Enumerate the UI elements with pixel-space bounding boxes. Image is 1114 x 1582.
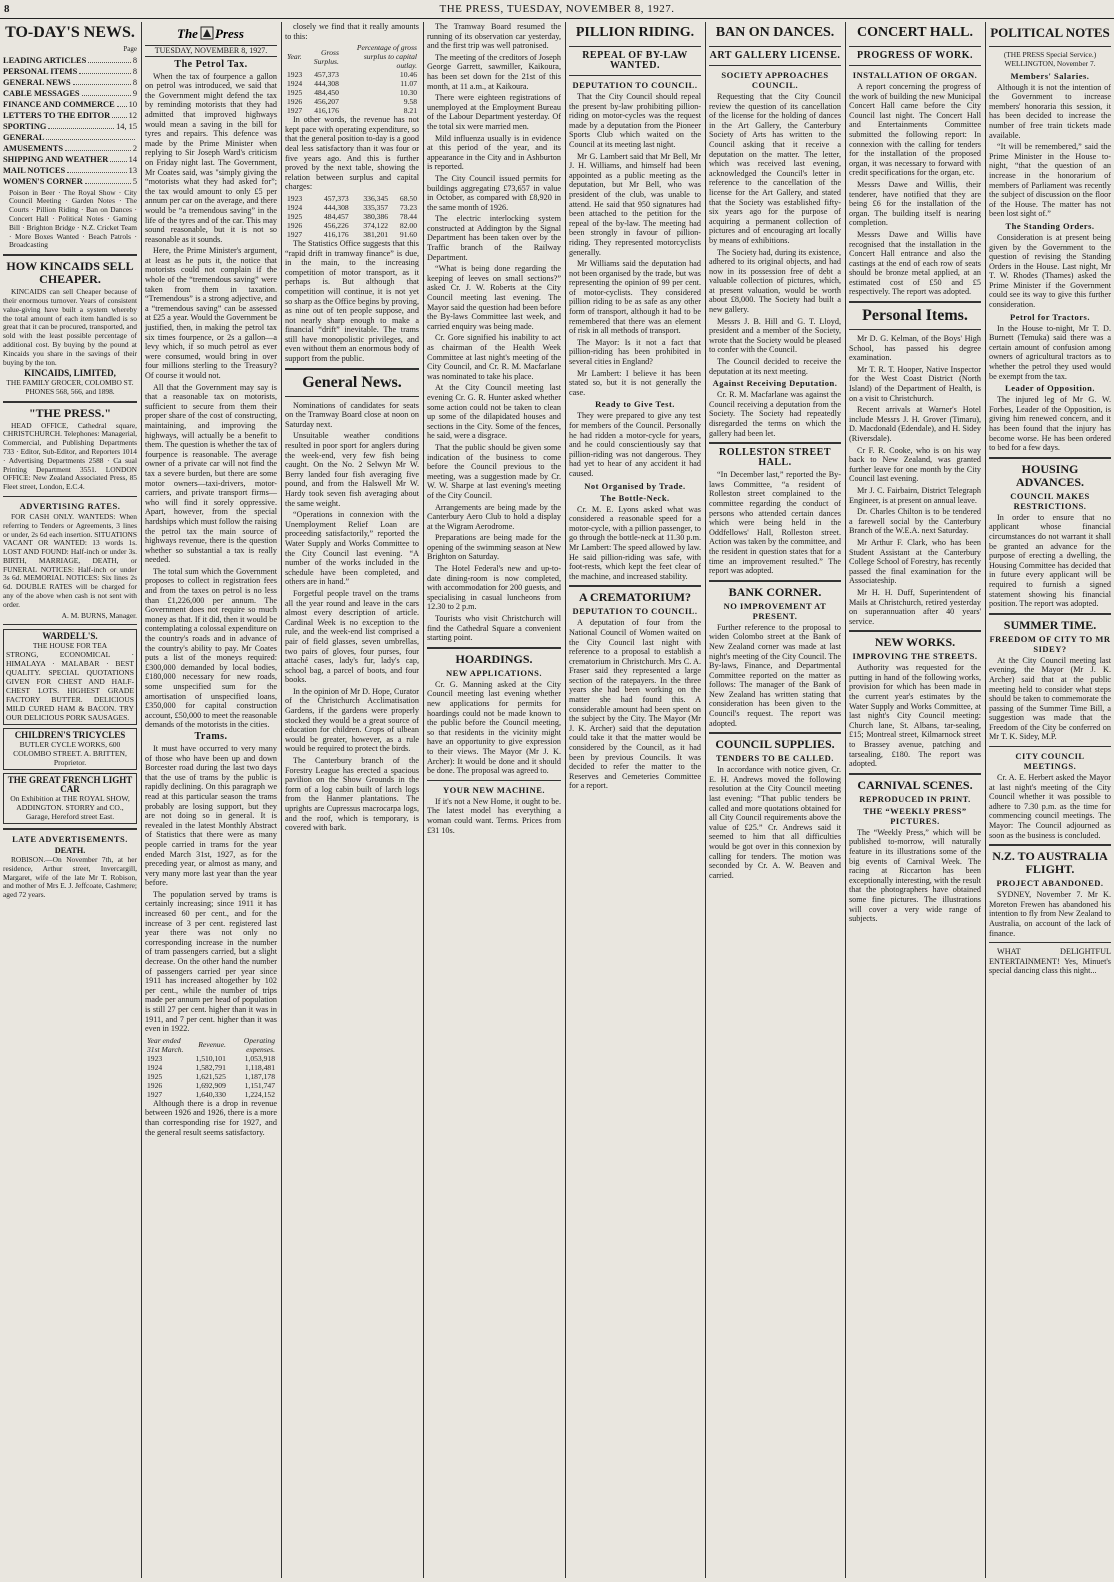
pillion-paragraph: That the City Council should repeal the present by-law prohibiting pillion-riding on motor-cycles was the request made by a deputation from the Pioneer Sports Club which waited on the Council at its meeting last night.: [569, 92, 701, 149]
table-cell: 1,151,747: [244, 1080, 275, 1090]
carnival-subtitle-2: THE “WEEKLY PRESS” PICTURES.: [863, 805, 967, 826]
index-list: [3, 55, 137, 187]
index-item: [3, 154, 137, 165]
table-row: [285, 194, 419, 203]
kincaids-address: THE FAMILY GROCER, COLOMBO ST. PHONES 568, 566, and 1898.: [6, 377, 134, 396]
table-cell: 10.46: [399, 70, 417, 80]
tricycle-title: CHILDREN'S TRICYCLES: [14, 730, 126, 741]
index-item-page: 9: [132, 88, 137, 98]
pillion-test: They were prepared to give any test for members of the Council. Personally he had ridden a motor-cycle for years, and he could conscientiously say that pillion-riding was not dangerous. They had yet to hear of any accident it had caused.: [569, 411, 701, 478]
table-cell: 457,373: [314, 70, 339, 80]
index-item: [3, 66, 137, 77]
rolleston-title: ROLLESTON STREET HALL.: [718, 447, 832, 469]
index-item-page: 10: [128, 99, 137, 109]
personal-item: Mr H. H. Duff, Superintendent of Mails at Christchurch, retired yesterday on superannuation after 40 years' service.: [849, 587, 981, 626]
index-item: [3, 77, 137, 88]
opposition-title: Leader of Opposition.: [1005, 383, 1095, 394]
news-paragraph: Preparations are being made for the opening of the swimming season at New Brighton on Saturday.: [427, 533, 561, 562]
column-leader: [142, 22, 280, 1578]
personal-item: Mr Arthur F. Clark, who has been Student Assistant at the Canterbury College School of Forestry, has recently passed the final examination for the Associateship.: [849, 537, 981, 586]
table-header: Revenue.: [198, 1040, 226, 1050]
news-paragraph: Mild influenza usually is in evidence at this period of the year, and its appearance in the City and in Ashburton is reported.: [427, 133, 561, 172]
table-cell: 456,226: [324, 220, 349, 230]
press-logo-icon: [176, 24, 246, 42]
table-cell: 416,176: [314, 106, 339, 116]
wardells-title: WARDELL'S.: [42, 631, 98, 642]
council-meetings-body: Cr. A. E. Herbert asked the Mayor at last night's meeting of the City Council whether it was possible to adhere to 7.30 p.m. as the time for commencing council meetings. The Mayor: The Council adjourned as soon as the business is concluded.: [989, 773, 1111, 840]
table-row: [285, 70, 419, 79]
column-concert: [846, 22, 984, 1578]
index-item: [3, 165, 137, 176]
column-four: [424, 22, 564, 1578]
index-item: [3, 99, 137, 110]
bank-corner-subtitle: NO IMPROVEMENT AT PRESENT.: [723, 600, 827, 621]
summer-time-subtitle: FREEDOM OF CITY TO MR SIDEY?: [989, 633, 1111, 654]
rolleston-body: “In December last,” reported the By-laws Committee, “a resident of Rolleston street complained to the committee regarding the conduct of persons who attended certain dances which were being held in the Oddfellows' Hall, Rolleston street. Action was taken by the committee, and the resident in question states that for a time an improvement resulted.” The report was adopted.: [709, 470, 841, 576]
table-cell: 1,621,525: [195, 1071, 226, 1081]
table-row: [285, 221, 419, 230]
personal-item: Mr T. R. T. Hooper, Native Inspector for the West Coast District (North Island) of the Department of Health, is on a visit to Christchurch.: [849, 364, 981, 403]
supplies-title: COUNCIL SUPPLIES.: [715, 737, 835, 752]
petrol-tractors-body: In the House to-night, Mr T. D. Burnett (Temuka) said there was a certain amount of confusion among owners of agricultural tractors as to whether the petrol they used would be exempt from the tax.: [989, 323, 1111, 381]
concert-title: CONCERT HALL.: [857, 25, 973, 40]
trams-paragraph: It must have occurred to very many of those who have been up and down Borcester road during the last two days that the use of trams by the public is rapidly declining. On this paragraph we read at this particular season the trams probably are losing support, but they are not doing so in general. It is revealed in the latest Monthly Abstract of Statistics that there were as many people carried in trams for the year ended March 31st, 1927, as for the preceding year, or almost as many, and very many more last year than the year before.: [145, 743, 277, 888]
table-row: [145, 1054, 277, 1063]
crematorium-subtitle: DEPUTATION TO COUNCIL.: [572, 606, 698, 617]
kincaids-title: HOW KINCAIDS SELL CHEAPER.: [6, 259, 134, 287]
table-cell: 1925: [287, 211, 303, 221]
index-item: [3, 132, 137, 143]
leader-paragraph: When the tax of fourpence a gallon on petrol was introduced, we said that the Government might defend the tax by reminding motorists that they had admitted that improved highways would mean a saving in the bill for tyres and repairs. This defence was made by the Prime Minister when replying to Sir Joseph Ward's criticism on Friday night last. The Government, Mr Coates said, was "simply giving the “motorists what they had asked for”; the tax would amount to only £5 per annum per car on the average, and there would be “a tremendous saving” in the life of the tyres and of the car. This may sound reasonable, but it is not so reasonable as it sounds.: [145, 71, 277, 244]
concert-organ: INSTALLATION OF ORGAN.: [852, 70, 978, 80]
index-item-label: LETTERS TO THE EDITOR: [3, 110, 111, 120]
table-cell: 336,345: [363, 193, 389, 203]
table-cell: 1923: [147, 1053, 163, 1063]
table-cell: 73.23: [399, 202, 417, 212]
index-item-page: 13: [128, 165, 137, 175]
masthead: [0, 0, 1114, 19]
index-title: TO-DAY'S NEWS.: [5, 24, 135, 41]
leader-paragraph: The total sum which the Government proposes to collect in registration fees and from the taxes on petrol is no less than £1,226,000 per annum. The Government does not require so much money as that. If it did, then it would be contemplating a colossal expenditure on the country's roads and in advance of the country's ability to pay. Mr Coates puts a list of the moneys required: £300,000 demanded by local bodies, £180,000 necessary for new roads, some unspecified sum for the amortisation of unspecified loans, £350,000 for capital construction account, £50,000 to meet the reasonable demands of the motorists in the cities.: [145, 566, 277, 730]
summer-time-title: SUMMER TIME.: [1003, 617, 1097, 632]
table-cell: 1924: [287, 202, 303, 212]
political-body: [989, 83, 1111, 219]
adv-rates-title: ADVERTISING RATES.: [19, 500, 121, 511]
opposition-body: The injured leg of Mr G. W. Forbes, Leader of the Opposition, is giving him renewed concern, and it has been found that the injury has become worse. He has been ordered to bed for a few days.: [989, 395, 1111, 453]
dances-body: [709, 92, 841, 376]
flight-title: N.Z. TO AUSTRALIA FLIGHT.: [992, 849, 1108, 877]
column-index: [0, 22, 140, 1578]
death-notice: ROBISON.—On November 7th, at her residence, Arthur street, Invercargill, Margaret, wife of the late Mr T. Robison, and mother of Mrs E. J. Jeffcoate, Cashmere; aged 72 years.: [3, 855, 137, 900]
flight-subtitle: PROJECT ABANDONED.: [996, 878, 1104, 889]
table-cell: 484,450: [314, 88, 339, 98]
general-news-item: Forgetful people travel on the trams all the year round and leave in the cars almost every description of article. Cardinal Week is no exception to the rule, and the week-end list comprised a pair of field glasses, seven umbrellas, two pairs of gloves, four purses, four attaché cases, lady's fur, lady's cap, school bag, a parcel of boots, and four books.: [285, 588, 419, 685]
bank-corner-body: Further reference to the proposal to widen Colombo street at the Bank of New Zealand corner was made at last night's meeting of the City Council. The By-laws, Finance, and Departmental Committee reported on the matter as follows: The manager of the Bank of New Zealand has written stating that consideration has been given to the Council's request. The report was adopted.: [709, 622, 841, 728]
table-cell: 9.58: [403, 97, 417, 107]
table-header: Gross Surplus.: [313, 47, 339, 66]
general-news-item: “Operations in connexion with the Unemployment Relief Loan are proceeding satisfactorily,” reported the Water Supply and Works Committee to the City Council last evening. “A number of the works included in the schedule have been completed, and others are in hand.”: [285, 510, 419, 587]
press-office-body: HEAD OFFICE, Cathedral square, CHRISTCHURCH. Telephones: Managerial, Commercial, and Publishing Departments 733 · Editor, Sub-Editor, and Reporters 1014 · Advertising Departments 2588 · Ca sual Printing Department 3551. LONDON OFFICE: New Zealand Associated Press, 85 Fleet street, London, E.C.4.: [3, 420, 137, 492]
general-news-item: Nominations of candidates for seats on the Tramway Board close at noon on Saturday next.: [285, 400, 419, 429]
table-row: [285, 97, 419, 106]
political-paragraph: “It will be remembered,” said the Prime Minister in the House to-night, “that the question of an increase in the honorarium of members of Parliament was recently the subject of discussion on the floor of the House. The matter has not been lost sight of.”: [989, 142, 1111, 219]
table-cell: 484,457: [324, 211, 349, 221]
personal-item: Mr J. C. Fairbairn, District Telegraph Engineer, is at present on annual leave.: [849, 485, 981, 505]
table-row: [145, 1063, 277, 1072]
crematorium-body: A deputation of four from the National Council of Women waited on the City Council last night with reference to a proposal to establish a crematorium in Christchurch. Mrs C. A. Fraser said they represented a large section of the ratepayers. In the three years she had been working on the matter she had found this. A considerable amount had been spent on the subject by the City. The Mayor (Mr J. K. Archer) said that the deputation could take it that the matter would be considered by the Council, as it had been by previous Councils. It was decided to refer the matter to the Reserves and Cemeteries Committee for a report.: [569, 618, 701, 791]
index-item-page: 8: [132, 66, 137, 76]
index-general-items: Poison in Beer · The Royal Show · City Council Meeting · Garden Notes · The Courts · Pillion Riding · Ban on Dances · Concert Hall · Political Notes · Gaming Bill · Brighton Bridge · N.Z. Cricket Team · More Boxes Wanted · Beach Patrols · Broadcasting: [9, 187, 137, 250]
table-cell: 380,386: [363, 211, 389, 221]
machine-title: YOUR NEW MACHINE.: [442, 784, 546, 795]
pillion-org-title: Not Organised by Trade.: [584, 480, 686, 491]
dances-subtitle: ART GALLERY LICENSE.: [709, 50, 841, 61]
index-item-label: MAIL NOTICES: [3, 165, 66, 175]
index-item: [3, 110, 137, 121]
general-news-title: General News.: [302, 373, 402, 391]
death-heading: DEATH.: [54, 846, 86, 856]
news-paragraph: “What is being done regarding the keeping of leeves on small sections?” asked Cr. J. W. Roberts at the City Council meeting last evening. The Mayor said the question had been before the By-laws Committee last week, and carried enquiry was being made.: [427, 264, 561, 331]
adv-rates-signed: A. M. BURNS, Manager.: [61, 610, 137, 620]
table-cell: 1,510,101: [195, 1053, 226, 1063]
table-row: [145, 1090, 277, 1099]
table-cell: 1925: [287, 88, 303, 98]
kincaids-body: KINCAIDS can sell Cheaper because of their enormous turnover. Years of consistent value-giving have built a system whereby the total amount of each item handled is so great that it can be procured, transported, and sold with the least possible percentage of additional cost. By buying by the pound at Kincaids you share in the savings of their buying by the ton.: [3, 287, 138, 367]
pillion-title: PILLION RIDING.: [575, 25, 695, 40]
table-row: [285, 230, 419, 239]
dances-against-title: Against Receiving Deputation.: [712, 378, 838, 389]
table-header: Year.: [287, 52, 302, 62]
political-paragraph: Although it is not the intention of the Government to increase members' honoraria this session, it has been decided to increase the number of free train tickets made available.: [989, 82, 1111, 140]
table-cell: 1923: [287, 70, 303, 80]
table-cell: 374,122: [363, 220, 389, 230]
table-cell: 456,207: [314, 97, 339, 107]
housing-subtitle: COUNCIL MAKES RESTRICTIONS.: [1010, 490, 1090, 511]
news-paragraph: The meeting of the creditors of Joseph George Garrett, sawmiller, Kaikoura, has been set down for the 21st of this month, at 11 a.m., at Kaikoura.: [427, 52, 561, 91]
pillion-paragraph: Mr G. Lambert said that Mr Bell, Mr J. H. Williams, and himself had been appointed as a public meeting as the deputation, but Mr Bell, who was president of the club, was unable to attend. He said that 950 signatures had been attached to the petition for the repeal of the by-law. The meeting had been strongly in favour of pillion-riding. They represented motorcyclists generally.: [569, 151, 701, 257]
personal-item: Dr. Charles Chilton is to be tendered a farewell social by the Canterbury Branch of the W.E.A. next Saturday.: [849, 507, 981, 536]
pillion-paragraph: Mr Lambert: I believe it has been stated so, but it is not generally the case.: [569, 368, 701, 397]
table-row: [285, 88, 419, 97]
dances-against: Cr. R. M. Macfarlane was against the Council receiving a deputation from the Society. The Society had repeatedly disregarded the terms on which the gallery had been let.: [709, 390, 841, 438]
housing-body: In order to ensure that no applicant whose financial circumstances do not warrant it shall be granted an advance for the purpose of erecting a dwelling, the Housing Committee has decided that in future every applicant will be required to furnish a signed statement showing his financial position. The report was adopted.: [989, 512, 1111, 609]
general-news-item: Unsuitable weather conditions resulted in poor sport for anglers during the week-end, very few fish being caught. On the No. 2 Selwyn Mr W. Berry landed four fish averaging five pound, and from the Halswell Mr W. Hardy took seven fish averaging about the same weight.: [285, 431, 419, 508]
index-item-label: PERSONAL ITEMS: [3, 66, 78, 76]
french-car-title: THE GREAT FRENCH LIGHT CAR: [7, 775, 133, 795]
pillion-deputation: DEPUTATION TO COUNCIL.: [572, 80, 698, 90]
pillion-paragraph: Mr Williams said the deputation had not been organised by the trade, but was representing the opinion of 99 per cent. of motor-cyclists. They considered pillion riding to be as safe as any other form of transport, although it had to be remembered that there was an element of risk in all methods of transport.: [569, 259, 701, 336]
index-item-label: AMUSEMENTS: [3, 143, 64, 153]
table-cell: 1,187,178: [244, 1071, 275, 1081]
table-row: [285, 79, 419, 88]
column-political: [986, 22, 1114, 1578]
svg-text:Press: Press: [215, 26, 244, 41]
index-item-label: WOMEN'S CORNER: [3, 176, 83, 186]
hoardings-body: Cr. G. Manning asked at the City Council meeting last evening whether new applications for permits for hoardings could not be made known to the public before the Council meeting, so that residents in the vicinity might have an opportunity to give expression to their views. The Mayor (Mr J. K. Archer): It would be done and it should be done. The proposal was agreed to.: [427, 679, 561, 776]
general-news-body: [285, 401, 419, 833]
carnival-subtitle: REPRODUCED IN PRINT.: [859, 793, 971, 804]
personal-item: Mr D. G. Kelman, of the Boys' High School, has passed his degree examination.: [849, 334, 981, 363]
crematorium-title: A CREMATORIUM?: [579, 590, 691, 605]
index-item-label: SHIPPING AND WEATHER: [3, 154, 109, 164]
table-cell: 1924: [287, 79, 303, 89]
col3-mid: In other words, the revenue has not kept pace with operating expenditure, so that the general position to-day is a good deal less satisfactory than it was four or five years ago. And this is further proved by the next table, showing the relation between surplus and capital charges:: [285, 115, 419, 192]
table-cell: 10.30: [399, 88, 417, 98]
column-dances: [706, 22, 844, 1578]
news-paragraph: Tourists who visit Christchurch will find the Cathedral Square a convenient starting point.: [427, 614, 561, 643]
orders-body: Consideration is at present being given by the Government to the question of revising the Standing Orders in the House. Last night, Mr T. W. Rhodes (Thames) asked the Prime Minister if the Government could see its way to give this further consideration.: [989, 232, 1111, 310]
table-cell: 1,118,481: [244, 1062, 275, 1072]
index-item-page: 2: [132, 143, 137, 153]
table-cell: 1923: [287, 193, 303, 203]
surplus-table: [285, 43, 419, 115]
table-cell: 11.07: [400, 79, 417, 89]
table-cell: 1926: [287, 97, 303, 107]
table-row: [285, 212, 419, 221]
summer-time-body: At the City Council meeting last evening, the Mayor (Mr J. K. Archer) said that at the public meeting held to consider what steps should be taken to commemorate the passing of the Summer Time Bill, a suggestion was made that the Freedom of the City be conferred on Mr T. K. Sidey, M.P.: [989, 655, 1111, 742]
pillion-paragraph: The Mayor: Is it not a fact that pillion-riding has been prohibited in several cities in England?: [569, 337, 701, 367]
trams-title: Trams.: [194, 730, 228, 742]
members-title: Members' Salaries.: [1010, 70, 1090, 81]
personal-body: [849, 334, 981, 626]
dances-paragraph: Requesting that the City Council review the question of its cancellation of the license for the holding of dances in the Art Gallery, the Canterbury Society of Arts has written to the Council asking that it receive a deputation on the matter. The letter, which was received last evening, acknowledged the Council's letter in reference to the cancellation of the license for the Art Gallery, and stated that the Society was established fifty-six years ago for the purpose of acquiring a permanent collection of pictures and of encouraging art locally by means of exhibitions.: [709, 92, 841, 245]
table-cell: 82.00: [399, 220, 417, 230]
page-number: 8: [4, 3, 10, 15]
pillion-body: [569, 92, 701, 397]
wardells-body: STRONG, ECONOMICAL · HIMALAYA · MALABAR · BEST QUALITY. SPECIAL QUOTATIONS GIVEN FOR CHEST AND HALF-CHEST LOTS. HIGHEST GRADE FACTORY BUTTER. DELICIOUS MILD CURED HAM & BACON. TRY OUR DELICIOUS PORK SAUSAGES.: [6, 650, 134, 723]
housing-title: HOUSING ADVANCES.: [1015, 461, 1085, 489]
pillion-test-title: Ready to Give Test.: [595, 399, 675, 410]
concert-body: [849, 82, 981, 297]
table-cell: 1,640,330: [195, 1089, 226, 1099]
table-cell: 1927: [287, 106, 303, 116]
table-cell: 444,308: [324, 202, 349, 212]
late-ads-title: LATE ADVERTISEMENTS.: [12, 834, 128, 845]
french-car-ad: [3, 773, 137, 824]
table-cell: 457,373: [324, 193, 349, 203]
table-cell: 1926: [287, 220, 303, 230]
tricycle-ad: [3, 728, 137, 770]
table-cell: 1926: [147, 1080, 163, 1090]
leader-date: TUESDAY, NOVEMBER 8, 1927.: [145, 45, 277, 57]
adv-rates-body: FOR CASH ONLY. WANTEDS: When referring to Tenders or Agreements, 3 lines or under, 2s 6d each insertion. SITUATIONS VACANT OR WANTED: 13 words 1s. LOST AND FOUND: Half-inch or under 3s. BIRTH, MARRIAGE, DEATH, or FUNERAL NOTICES: Half-inch or under 3s 6d. MEMORIAL NOTICES: Six lines 2s 6d. DOUBLE RATES will be charged for any of the above when cash is not sent with order.: [3, 511, 137, 609]
tram-revenue-table: [145, 1036, 277, 1099]
column-three: [282, 22, 422, 1578]
hoardings-title: HOARDINGS.: [455, 651, 533, 666]
bank-corner-title: BANK CORNER.: [728, 584, 822, 599]
pillion-subtitle: REPEAL OF BY-LAW WANTED.: [582, 50, 688, 71]
index-item-label: GENERAL NEWS: [3, 77, 71, 87]
personal-title: Personal Items.: [862, 307, 968, 325]
table-header: Year ended 31st March.: [147, 1035, 184, 1054]
concert-paragraph: Messrs Dawe and Willis have recognised that the installation in the Concert Hall entrance and also the castings at the end of each row of seats should be bronze metal applied, at an estimated cost of £50 and £5 respectively. The report was adopted.: [849, 229, 981, 297]
table-row: [145, 1081, 277, 1090]
pillion-bottle: Cr. M. E. Lyons asked what was considered a reasonable speed for a motor-cycle, with a pillion passenger, to go through the bottle-neck at 11.30 p.m. Mr Lambert: The speed allowed by law. He said pillion-riding was safe, with foot-rests, which kept the feet clear of the machine, and increased stability.: [569, 504, 701, 581]
index-item-page: 8: [132, 77, 137, 87]
political-title: POLITICAL NOTES: [990, 25, 1110, 40]
news-paragraph: At the City Council meeting last evening Cr. G. R. Hunter asked whether some action could not be taken to clean up some of the dilapidated houses and sections in the City. Some of the fences, he said, were a disgrace.: [427, 383, 561, 441]
council-meetings-title: CITY COUNCIL MEETINGS.: [1015, 751, 1085, 772]
index-item: [3, 121, 137, 132]
new-works-subtitle: IMPROVING THE STREETS.: [852, 651, 978, 662]
kincaids-firm: KINCAIDS, LIMITED,: [24, 368, 116, 379]
index-item-page: 5: [132, 176, 137, 186]
index-item: [3, 176, 137, 187]
index-item: [3, 143, 137, 154]
news-paragraph: The Hotel Federal's new and up-to-date dining-room is now completed, with accommodation for 200 guests, and specialising in casual luncheons from 12.30 to 2 p.m.: [427, 564, 561, 612]
dances-paragraph: The Society had, during its existence, adhered to its original objects, and had now in its possession free of debt a valuable collection of pictures, which, at present valuation, would be worth about £8,000. The Society had built a new gallery.: [709, 247, 841, 315]
index-page-label: Page: [123, 45, 137, 53]
concert-paragraph: Messrs Dawe and Willis, their tenderer, have notified that they are being £6 for the installation of the organ. The building itself is nearing completion.: [849, 179, 981, 228]
index-item-label: SPORTING: [3, 121, 47, 131]
col4-body: [427, 22, 561, 643]
table-row: [285, 106, 419, 115]
dances-paragraph: Messrs J. B. Hill and G. T. Lloyd, president and a member of the Society, wrote that the Society would be pleased to confer with the Council.: [709, 316, 841, 355]
news-paragraph: There were eighteen registrations of unemployed at the Employment Bureau of the Labour Department yesterday. Of the total six were married men.: [427, 93, 561, 131]
carnival-body: The “Weekly Press,” which will be published to-morrow, will naturally feature in its illustrations some of the big events of Carnival Week. The racing at Riccarton has been exceptionally interesting, with the result that the photographers have obtained some fine pictures. The illustrations will cover a very wide range of subjects.: [849, 827, 981, 924]
table-cell: 78.44: [399, 211, 417, 221]
news-paragraph: The Tramway Board resumed the running of its observation car yesterday, and the first trip was well patronised.: [427, 22, 561, 51]
leader-paragraph: All that the Government may say is that a reasonable tax on motorists, sufficient to secure from them their proper share of the cost of constructing, maintaining, and improving the highways, will actually be a benefit to them. The question is whether the tax of fourpence is reasonable. The average owner of a private car will not find the tax a severe burden, but there are some motor owners—taxi-drivers, motor-carriers, and private transport firms—who will find it sorely oppressive. Apart, however, from the special hardships which must follow the raising the petrol tax the main source of highways revenue, there is the question whether so substantial a tax is really needed.: [145, 382, 277, 565]
trams-body: [145, 744, 277, 1034]
table-cell: 335,357: [363, 202, 389, 212]
index-item-label: FINANCE AND COMMERCE: [3, 99, 115, 109]
concert-paragraph: A report concerning the progress of the work of building the new Municipal Concert Hall came before the City Council last night. The Concert Hall and Entertainments Committee submitted the following report: In connexion with the calling for tenders for the installation of the proposed organ, it was necessary to forward with credit specifications for the organ, etc.: [849, 82, 981, 178]
table-cell: 1,582,791: [195, 1062, 226, 1072]
index-item-page: 14, 15: [116, 121, 137, 131]
new-works-title: NEW WORKS.: [874, 635, 956, 650]
orders-title: The Standing Orders.: [1005, 220, 1095, 231]
supplies-body: In accordance with notice given, Cr. E. H. Andrews moved the following resolution at the City Council meeting last evening: “That public tenders be called and more quotations obtained for all City Council requirements above the value of £25.” Cr. Andrews said it seemed to him that all difficulties would be got over in this connexion by calling for tenders. The motion was seconded by Cr. A. W. Beaven and carried.: [709, 765, 841, 880]
flight-body: SYDNEY, November 7. Mr K. Moreton Frewen has abandoned his intention to fly from New Zealand to Australia, on account of the lack of finance.: [989, 890, 1111, 938]
table-cell: 8.21: [403, 106, 417, 116]
general-news-item: In the opinion of Mr D. Hope, Curator of the Christchurch Acclimatisation Gardens, if the gardens were properly stocked they would be a great source of education for children. Crops of ulbean would be greater, however, as a rule would be required to protect the birds.: [285, 686, 419, 754]
table-cell: 1927: [147, 1089, 163, 1099]
news-paragraph: The City Council issued permits for buildings aggregating £73,657 in value in October, as compared with £8,920 in the same month of 1926.: [427, 173, 561, 212]
capital-table: [285, 194, 419, 239]
carnival-title: CARNIVAL SCENES.: [857, 777, 973, 792]
leader-paragraph: Here, the Prime Minister's argument, at least as he puts it, the notice that motorists could not complain if the whole of the “tremendous saving” were taken from them in taxation. “Tremendous” is a strong adjective, and a “tremendous saving” can be assessed at £25 a year. Would the Government be justified, then, in making the petrol tax six times fourpence, or 2s a gallon—a levy which, if so much petrol as ever were consumed, would bring in over four millions sterling to the Treasury? Of course it would not.: [145, 246, 277, 380]
hoardings-subtitle: NEW APPLICATIONS.: [445, 667, 543, 678]
index-item-label: LEADING ARTICLES: [3, 55, 87, 65]
index-item-label: GENERAL: [3, 132, 45, 142]
dances-title: BAN ON DANCES.: [715, 25, 835, 40]
table-row: [285, 203, 419, 212]
index-item-label: CABLE MESSAGES: [3, 88, 80, 98]
new-works-body: Authority was requested for the putting in hand of the following works, provision for which has been made in the current year's estimates by the Water Supply and Works Committee, at last night's City Council meeting: Church lane, St. Albans, tar-sealing, £15; Montreal street, Kilmarnock street to Brassey avenue, patching and tarsealing, £180. The report was adopted.: [849, 663, 981, 769]
entertainment-ad: WHAT DELIGHTFUL ENTERTAINMENT! Yes, Minuet's special dancing class this night...: [989, 947, 1111, 976]
supplies-subtitle: TENDERS TO BE CALLED.: [716, 753, 834, 764]
table-cell: 68.50: [399, 193, 417, 203]
petrol-tractors-title: Petrol for Tractors.: [1010, 311, 1090, 322]
trams-paragraph: The population served by trams is certainly increasing; since 1911 it has increased 60 per cent., and for the increase of 3 per cent. registered last year there was not only no corresponding increase in the number of tram passengers carried, but a slight decrease. On the other hand the number of passengers carried per year since 1911 has increased altogether by 102 per cent., while the number of trips made per annum per head of population is still 27 per cent. higher than it was in 1911, and 7 per cent. higher than it was even in 1922.: [145, 889, 277, 1034]
table-cell: 416,176: [324, 229, 349, 239]
svg-text:The: The: [177, 26, 198, 41]
leader-title: The Petrol Tax.: [174, 58, 248, 70]
trams-end: Although there is a drop in revenue between 1926 and 1926, there is a more than corresponding rise for 1927, and the general result seems satisfactory.: [145, 1098, 277, 1137]
french-car-body: On Exhibition at THE ROYAL SHOW, ADDINGTON. STORRY and CO., Garage, Hereford street East.: [10, 794, 130, 822]
table-cell: 444,308: [314, 79, 339, 89]
pillion-bottle-title: The Bottle-Neck.: [600, 492, 670, 503]
news-paragraph: The electric interlocking system constructed at Addington by the Signal Department has been taken over by the Traffic branch of the Railway Department.: [427, 214, 561, 262]
table-cell: 1,692,909: [195, 1080, 226, 1090]
wardells-ad: [3, 629, 137, 725]
table-cell: 1927: [287, 229, 303, 239]
press-office-title: "THE PRESS.": [28, 405, 111, 420]
press-logo: [145, 24, 277, 42]
leader-body: [145, 72, 277, 730]
news-paragraph: Arrangements are being made by the Canterbury Aero Club to hold a display at the Wigram Aerodrome.: [427, 502, 561, 531]
index-item: [3, 55, 137, 66]
personal-item: Cr F. R. Cooke, who is on his way back to New Zealand, was granted further leave for one month by the City Council last evening.: [849, 445, 981, 484]
col3-top: closely we find that it really amounts to this:: [285, 22, 419, 41]
masthead-title: THE PRESS, TUESDAY, NOVEMBER 8, 1927.: [439, 3, 675, 15]
index-item-page: 12: [128, 110, 137, 120]
personal-item: Recent arrivals at Warner's Hotel include Messrs J. H. Grover (Timaru), D. Macdonald (Edendale), and H. Sidey (Riversdale).: [849, 405, 981, 443]
table-cell: 1924: [147, 1062, 163, 1072]
table-header: Operating expenses.: [243, 1035, 275, 1054]
wardells-subtitle: THE HOUSE FOR TEA: [32, 641, 108, 651]
table-cell: 1,224,152: [244, 1089, 275, 1099]
dances-paragraph: The Council decided to receive the deputation at its next meeting.: [709, 357, 841, 376]
index-item-page: 8: [132, 55, 137, 65]
index-item: [3, 88, 137, 99]
table-cell: 1925: [147, 1071, 163, 1081]
concert-subtitle: PROGRESS OF WORK.: [856, 50, 973, 61]
table-cell: 381,201: [363, 229, 389, 239]
table-cell: 1,053,918: [244, 1053, 275, 1063]
political-dateline: (THE PRESS Special Service.) WELLINGTON, November 7.: [1003, 50, 1097, 68]
index-item-page: 14: [128, 154, 137, 164]
table-row: [145, 1072, 277, 1081]
table-header: Percentage of gross surplus to capital outlay.: [356, 43, 417, 71]
table-cell: 91.60: [399, 229, 417, 239]
machine-body: If it's not a New Home, it ought to be. The latest model has everything a woman could want. Terms. Prices from £31 10s.: [427, 796, 561, 835]
news-paragraph: Cr. Gore signified his inability to act as chairman of the Health Week Committee at last night's meeting of the City Council, and Cr. R. M. Macfarlane was nominated to take his place.: [427, 333, 561, 381]
column-pillion: [566, 22, 704, 1578]
general-news-item: The Canterbury branch of the Forestry League has erected a spacious pavilion on the Show Grounds in the form of a log cabin built of larch logs from the Hanmer plantations. The uprights are Cupressus macrocarpa logs, and the roof, which is temporary, is covered with bark.: [285, 756, 419, 833]
dances-society: SOCIETY APPROACHES COUNCIL.: [721, 70, 829, 90]
tricycle-maker: BUTLER CYCLE WORKS, 600 COLOMBO STREET. A. BRITTEN, Proprietor.: [13, 740, 127, 768]
news-paragraph: That the public should be given some indication of the business to come before the Council previous to the meeting, was a suggestion made by Cr. W. W. Sharpe at last evening's meeting of the City Council.: [427, 442, 561, 500]
col3-after: The Statistics Office suggests that this “rapid drift in tramway finance” is due, in the main, to the increasing competition of motor transport, as it perhaps is. But although that competition will continue, it is not yet so sharp as the Office begins by proving, as nine out of ten people suppose, and not nearly sharp enough to make a financial “drift” inevitable. The trams still have monopolistic privileges, and even without them an enormous body of support from the public.: [285, 238, 420, 364]
